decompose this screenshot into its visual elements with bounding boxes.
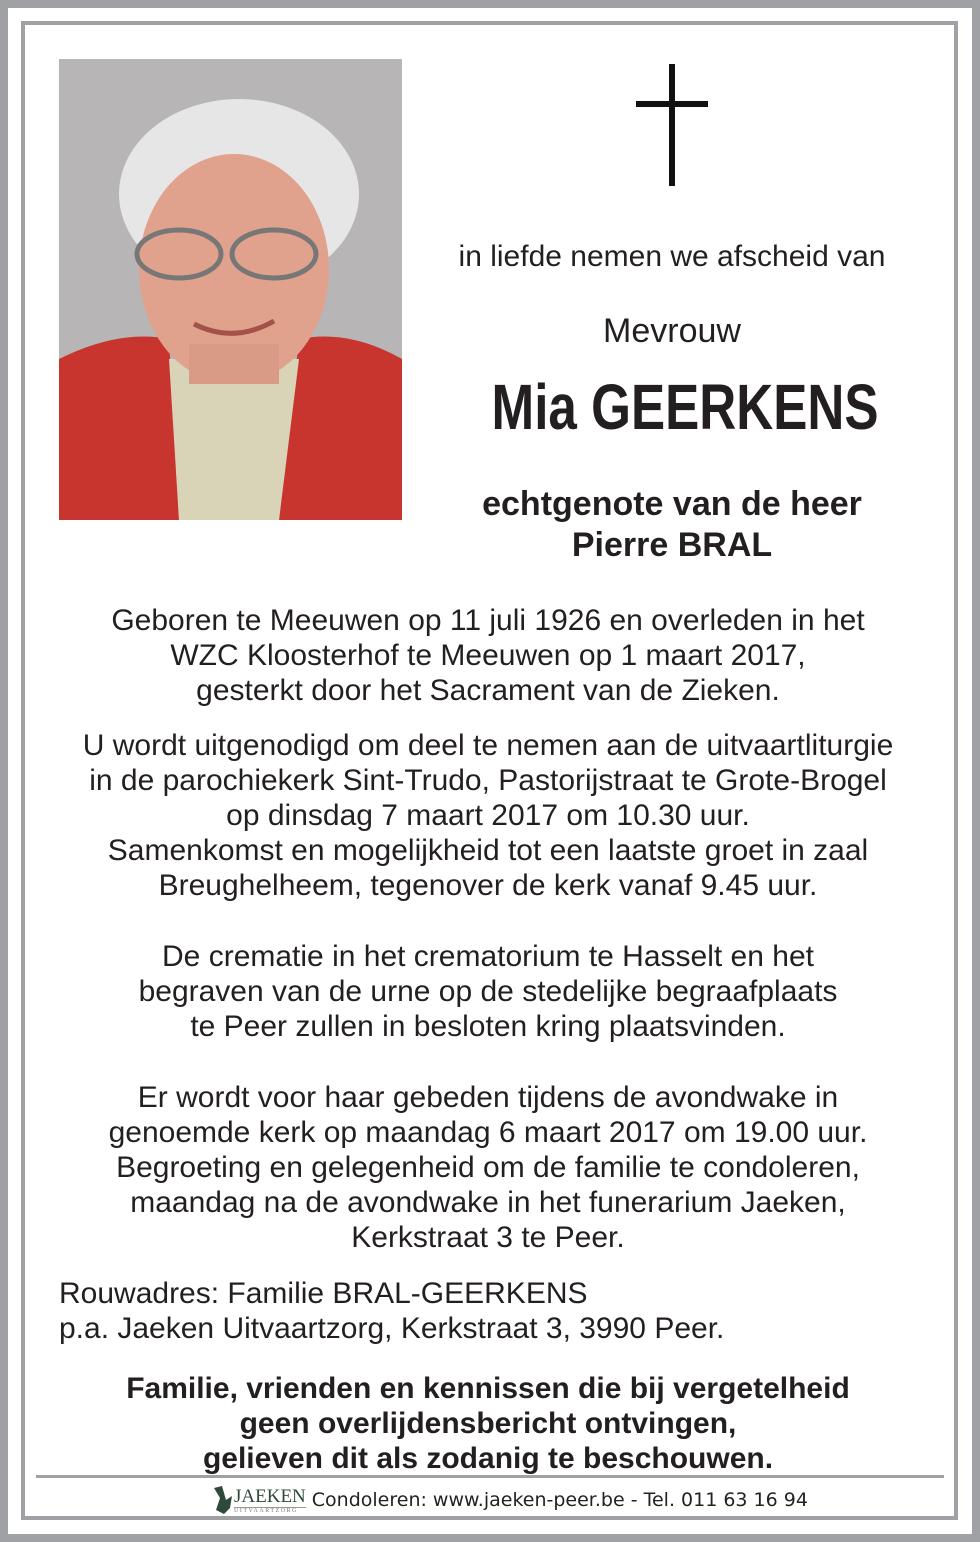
text-line: WZC Kloosterhof te Meeuwen op 1 maart 2017, [170, 639, 806, 672]
text-line: Familie, vrienden en kennissen die bij vergetelheid [126, 1372, 850, 1405]
text-line: U wordt uitgenodigd om deel te nemen aan de uitvaartliturgie [82, 729, 894, 762]
intro-text: in liefde nemen we afscheid van [458, 240, 886, 273]
text-line: De crematie in het crematorium te Hasselt en het [162, 940, 814, 973]
text-line: Geboren te Meeuwen op 11 juli 1926 en overleden in het [111, 604, 865, 637]
mourning-address [59, 1276, 724, 1346]
paragraph-wake [30, 1080, 946, 1255]
closing-notice [30, 1371, 946, 1476]
text-line: Kerkstraat 3 te Peer. [351, 1221, 625, 1254]
text-line: gesterkt door het Sacrament van de Zieken. [196, 674, 780, 707]
text-line: op dinsdag 7 maart 2017 om 10.30 uur. [226, 799, 750, 832]
salutation: Mevrouw [603, 312, 741, 350]
spouse-line-2: Pierre BRAL [571, 526, 773, 564]
text-line: geen overlijdensbericht ontvingen, [239, 1407, 737, 1440]
logo-subtitle: UITVAARTZORG [234, 1507, 298, 1514]
paragraph-birth-death [30, 603, 946, 708]
text-line: in de parochiekerk Sint-Trudo, Pastorijstraat te Grote-Brogel [89, 764, 887, 797]
text-line: p.a. Jaeken Uitvaartzorg, Kerkstraat 3, 3990 Peer. [59, 1312, 725, 1345]
text-line: gelieven dit als zodanig te beschouwen. [202, 1442, 774, 1475]
bird-icon [210, 1484, 234, 1516]
text-line: maandag na de avondwake in het funerarium Jaeken, [130, 1186, 846, 1219]
text-line: Begroeting en gelegenheid om de familie te condoleren, [116, 1151, 860, 1184]
footer [210, 1482, 808, 1518]
text-line: Er wordt voor haar gebeden tijdens de avondwake in [137, 1081, 839, 1114]
text-line: Rouwadres: Familie BRAL-GEERKENS [59, 1277, 588, 1310]
logo-name: JAEKEN [234, 1485, 306, 1507]
text-line: Breughelheem, tegenover de kerk vanaf 9.45 uur. [158, 869, 818, 902]
paragraph-funeral [30, 728, 946, 903]
text-line: Samenkomst en mogelijkheid tot een laatste groet in zaal [107, 834, 869, 867]
cross-icon [636, 64, 708, 186]
deceased-name: Mia GEERKENS [491, 371, 879, 443]
text-line: genoemde kerk op maandag 6 maart 2017 om 19.00 uur. [108, 1116, 868, 1149]
jaeken-logo [210, 1484, 306, 1516]
text-line: begraven van de urne op de stedelijke begraafplaats [138, 975, 838, 1008]
condolence-contact: Condoleren: www.jaeken-peer.be - Tel. 011 63 16 94 [311, 1489, 808, 1511]
footer-divider [36, 1475, 944, 1478]
paragraph-cremation [30, 939, 946, 1044]
spouse-line-1: echtgenote van de heer [482, 485, 862, 523]
text-line: te Peer zullen in besloten kring plaatsvinden. [190, 1010, 786, 1043]
portrait-photo [59, 59, 402, 520]
